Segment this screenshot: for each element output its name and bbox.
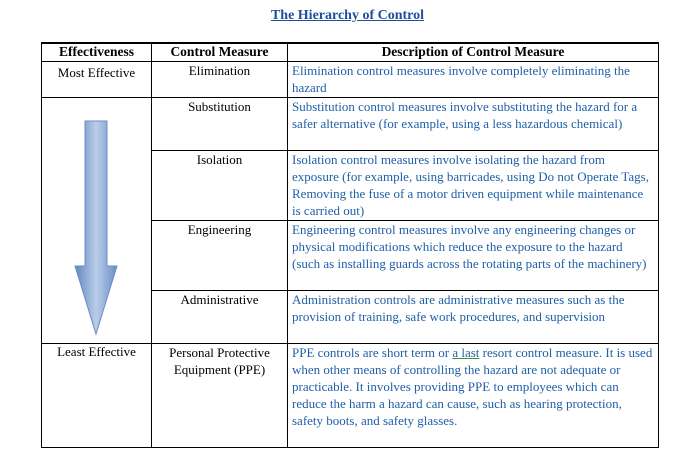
down-arrow-icon (74, 120, 118, 336)
header-control-measure: Control Measure (152, 43, 288, 62)
measure-isolation: Isolation (152, 151, 288, 221)
table-row (42, 98, 659, 151)
measure-elimination: Elimination (152, 62, 288, 98)
table-header-row (42, 43, 659, 62)
header-effectiveness: Effectiveness (42, 43, 152, 62)
measure-engineering: Engineering (152, 221, 288, 291)
effectiveness-arrow-cell (42, 98, 152, 344)
description-ppe (288, 344, 659, 448)
table-row (42, 344, 659, 448)
measure-ppe: Personal Protective Equipment (PPE) (152, 344, 288, 448)
hierarchy-table (41, 42, 659, 448)
table-row (42, 62, 659, 98)
description-elimination: Elimination control measures involve completely eliminating the hazard (288, 62, 659, 98)
description-ppe-end: resort control measure. It is used when other means of controlling the hazard are not adequate or practicable. It involves providing PPE to employees which can reduce the harm a hazard can cause, such as hearing protection, safety boots, and safety glasses. (292, 345, 653, 428)
measure-substitution: Substitution (152, 98, 288, 151)
header-description: Description of Control Measure (288, 43, 659, 62)
description-isolation: Isolation control measures involve isolating the hazard from exposure (for example, using barricades, using Do not Operate Tags, Removing the fuse of a motor driven equipment while maintenance is carried out) (288, 151, 659, 221)
least-effective-label: Least Effective (42, 344, 152, 448)
most-effective-label: Most Effective (42, 62, 152, 98)
description-ppe-underlined: a last (452, 345, 480, 360)
description-administrative: Administration controls are administrative measures such as the provision of training, safe work procedures, and supervision (288, 291, 659, 344)
description-substitution: Substitution control measures involve substituting the hazard for a safer alternative (for example, using a less hazardous chemical) (288, 98, 659, 151)
measure-administrative: Administrative (152, 291, 288, 344)
page-title: The Hierarchy of Control (270, 8, 425, 23)
description-ppe-start: PPE controls are short term or (292, 345, 453, 360)
description-engineering: Engineering control measures involve any engineering changes or physical modifications which reduce the exposure to the hazard (such as installing guards across the rotating parts of the machinery) (288, 221, 659, 291)
